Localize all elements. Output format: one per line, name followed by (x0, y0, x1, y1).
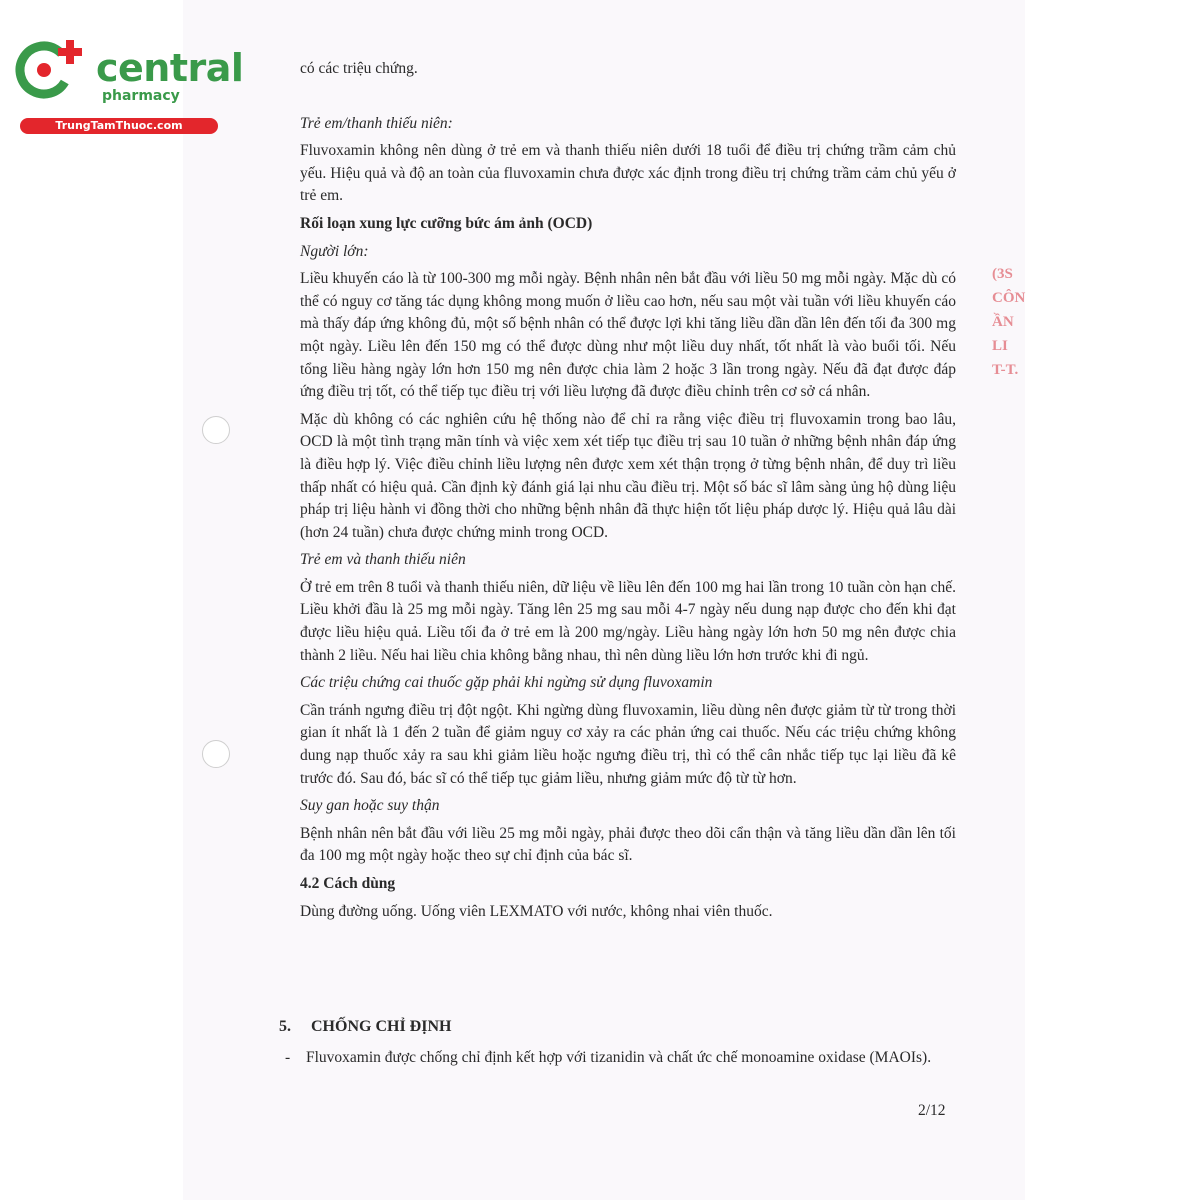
subheading-withdrawal: Các triệu chứng cai thuốc gặp phải khi ngừng sử dụng fluvoxamin (300, 674, 713, 692)
paragraph: có các triệu chứng. (300, 60, 418, 77)
document-body (300, 58, 956, 928)
stamp-text: LI (992, 338, 1008, 354)
stamp-text: T-T. (992, 362, 1019, 378)
paragraph: Dùng đường uống. Uống viên LEXMATO với nước, không nhai viên thuốc. (300, 902, 773, 920)
logo-website-url[interactable]: TrungTamThuoc.com (20, 118, 218, 134)
punch-hole (202, 740, 230, 768)
list-item (279, 1047, 959, 1070)
punch-hole (202, 416, 230, 444)
paragraph: Mặc dù không có các nghiên cứu hệ thống nào để chỉ ra rằng việc điều trị fluvoxamin trong bao lâu, OCD là một tình trạng mãn tính và việc xem xét tiếp tục điều trị sau 10 tuần ở những bệnh nhân đáp ứng là điều hợp lý. Việc điều chỉnh liều lượng nên được xem xét thận trọng ở từng bệnh nhân, để duy trì liều thấp nhất có hiệu quả. Cần định kỳ đánh giá lại nhu cầu điều trị. Một số bác sĩ lâm sàng ủng hộ dùng liệu pháp trị liệu hành vi đồng thời cho những bệnh nhân đã thực hiện tốt liệu pháp dược lý. Hiệu quả lâu dài (hơn 24 tuần) chưa được chứng minh trong OCD. (300, 410, 956, 541)
logo-brand-name: central (96, 46, 244, 90)
central-pharmacy-logo-icon (10, 36, 90, 104)
section-number: 5. (279, 1018, 291, 1035)
subheading-adults: Người lớn: (300, 242, 369, 260)
paragraph: Fluvoxamin không nên dùng ở trẻ em và thanh thiếu niên dưới 18 tuổi để điều trị chứng trầm cảm chủ yếu. Hiệu quả và độ an toàn của fluvoxamin chưa được xác định trong điều trị chứng trầm cảm chủ yếu ở trẻ em. (300, 142, 956, 205)
list-item-text: Fluvoxamin được chống chỉ định kết hợp với tizanidin và chất ức chế monoamine oxidase (MAOIs). (306, 1048, 932, 1066)
heading-ocd: Rối loạn xung lực cưỡng bức ám ảnh (OCD) (300, 214, 593, 232)
paragraph: Liều khuyến cáo là từ 100-300 mg mỗi ngày. Bệnh nhân nên bắt đầu với liều 50 mg mỗi ngày. Mặc dù có thể có nguy cơ tăng tác dụng không mong muốn ở liều cao hơn, nếu sau một vài tuần với liều khuyến cáo mà thấy đáp ứng không đủ, một số bệnh nhân có thể được lợi khi tăng liều dần dần lên đến tối đa 300 mg một ngày. Liều lên đến 150 mg có thể được dùng như một liều duy nhất, tốt nhất là vào buổi tối. Nếu tổng liều hàng ngày lớn hơn 150 mg nên được chia làm 2 hoặc 3 lần trong ngày. Nếu đã đạt được đáp ứng điều trị tốt, có thể tiếp tục điều trị với liều lượng đã được điều chỉnh trên cơ sở cá nhân. (300, 270, 956, 401)
bullet-dash: - (285, 1048, 291, 1066)
section-contraindications (279, 1016, 959, 1069)
red-stamp (992, 262, 1042, 412)
subheading-hepatic-renal: Suy gan hoặc suy thận (300, 797, 440, 815)
section-title (279, 1016, 959, 1039)
paragraph: Ở trẻ em trên 8 tuổi và thanh thiếu niên, dữ liệu về liều lên đến 100 mg hai lần trong 10 tuần còn hạn chế. Liều khởi đầu là 25 mg mỗi ngày. Tăng lên 25 mg sau mỗi 4-7 ngày nếu dung nạp được cho đến khi đạt được liều hiệu quả. Liều tối đa ở trẻ em là 200 mg/ngày. Liều hàng ngày lớn hơn 50 mg nên được chia thành 2 liều. Nếu hai liều chia không bằng nhau, thì nên dùng liều lớn hơn trước khi đi ngủ. (300, 578, 956, 664)
page-number: 2/12 (918, 1102, 946, 1119)
section-title-text: CHỐNG CHỈ ĐỊNH (311, 1018, 452, 1035)
pharmacy-logo[interactable] (10, 36, 244, 136)
logo-brand-subtitle: pharmacy (102, 88, 180, 104)
stamp-text: ẦN (992, 314, 1014, 330)
paragraph: Bệnh nhân nên bắt đầu với liều 25 mg mỗi ngày, phải được theo dõi cẩn thận và tăng liều dần dần lên tối đa 100 mg một ngày hoặc theo sự chỉ định của bác sĩ. (300, 824, 956, 865)
subheading-children-adolescents: Trẻ em/thanh thiếu niên: (300, 114, 453, 132)
stamp-text: CÔN (992, 290, 1026, 306)
paragraph: Cần tránh ngưng điều trị đột ngột. Khi ngừng dùng fluvoxamin, liều dùng nên được giảm từ từ trong thời gian ít nhất là 1 đến 2 tuần để giảm nguy cơ xảy ra các phản ứng cai thuốc. Nếu các triệu chứng không dung nạp thuốc xảy ra sau khi giảm liều hoặc ngưng điều trị, thì có thể cân nhắc tiếp tục lại liều đã kê trước đó. Sau đó, bác sĩ có thể tiếp tục giảm liều, nhưng giảm mức độ từ từ hơn. (300, 701, 956, 787)
stamp-text: (3S (992, 266, 1013, 282)
heading-administration: 4.2 Cách dùng (300, 875, 396, 892)
subheading-children-ocd: Trẻ em và thanh thiếu niên (300, 551, 466, 569)
